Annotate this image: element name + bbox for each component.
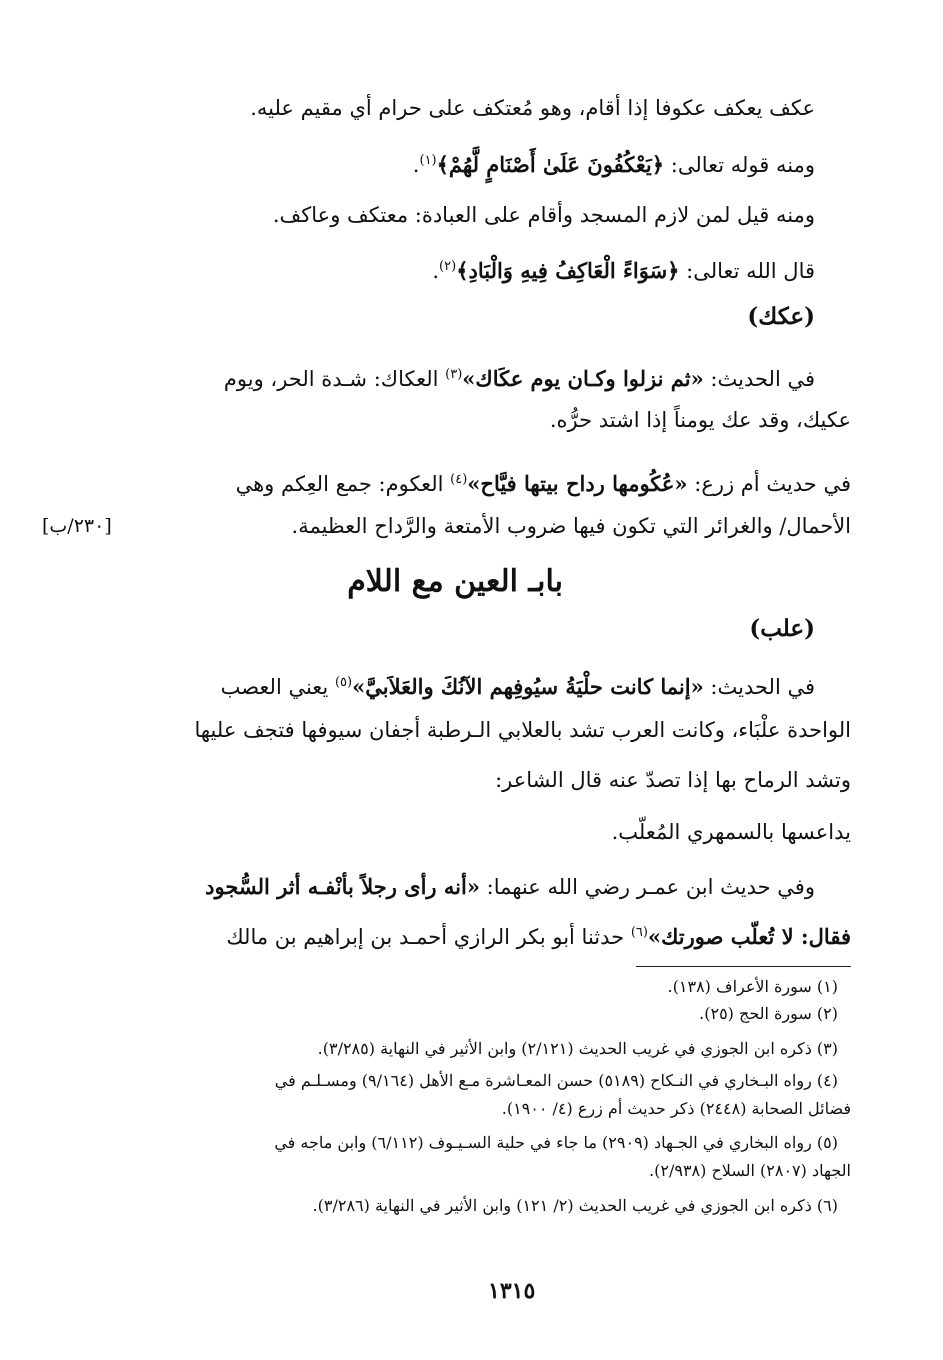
text-line: يداعسها بالسمهري المُعلّب. xyxy=(611,820,851,844)
manuscript-folio-marker: [٢٣٠/ب] xyxy=(42,515,112,537)
text-line: عكف يعكف عكوفا إذا أقام، وهو مُعتكف على حرام أي مقيم عليه. xyxy=(250,96,815,120)
text-run: يعني العصب xyxy=(220,675,335,699)
text-line: الأحمال/ والغرائر التي تكون فيها ضروب الأمتعة والرَّداح العظيمة. xyxy=(291,514,851,538)
footnote: (٢) سورة الحج (٢٥). xyxy=(699,1004,838,1023)
text-line: عكيك، وقد عك يومناً إذا اشتد حرُّه. xyxy=(549,408,851,432)
text-run: العكوم: جمع العِكم وهي xyxy=(235,472,451,496)
footnote-ref: (٢) xyxy=(439,259,457,274)
entry-heading: (علب) xyxy=(749,615,815,642)
hadith-quote: «أنه رأى رجلاً بأنْفـه أثر السُّجود xyxy=(205,874,480,899)
hadith-quote: «إنما كانت حلْيَةُ سيُوفِهم الآنُكَ والعَلاَبيَّ» xyxy=(352,674,704,699)
footnote-ref: (٦) xyxy=(630,925,648,940)
footnote: (٣) ذكره ابن الجوزي في غريب الحديث (٢/١٢١) وابن الأثير في النهاية (٣/٢٨٥). xyxy=(317,1039,838,1058)
text-line xyxy=(221,668,815,702)
footnote: (٥) رواه البخاري في الجـهاد (٢٩٠٩) ما جاء في حلية السـيـوف (٦/١١٢) وابن ماجه في xyxy=(274,1133,838,1152)
text-line: ومنه قيل لمن لازم المسجد وأقام على العبادة: معتكف وعاكف. xyxy=(272,203,815,227)
text-run: ومنه قوله تعالى: xyxy=(664,153,815,177)
footnote-ref: (٣) xyxy=(445,367,463,382)
quran-quote: ﴿سَوَاءً الْعَاكِفُ فِيهِ وَالْبَادِ﴾ xyxy=(456,258,680,283)
text-run: العكاك: شـدة الحر، ويوم xyxy=(223,367,446,391)
text-run: وفي حديث ابن عمـر رضي الله عنهما: xyxy=(479,875,815,899)
text-line xyxy=(226,918,851,952)
chapter-title: بابـ العين مع اللام xyxy=(347,564,563,599)
footnote-ref: (١) xyxy=(419,153,437,168)
text-run: . xyxy=(412,153,420,177)
footnote: (٦) ذكره ابن الجوزي في غريب الحديث (٢/ ١٢١) وابن الأثير في النهاية (٣/٢٨٦). xyxy=(312,1196,838,1215)
text-line xyxy=(205,872,815,902)
text-run: في حديث أم زرع: xyxy=(687,472,851,496)
text-run: في الحديث: xyxy=(703,367,815,391)
text-line: وتشد الرماح بها إذا تصدّ عنه قال الشاعر: xyxy=(495,768,851,792)
footnote-separator xyxy=(636,966,851,967)
text-line xyxy=(224,360,815,394)
hadith-quote: فقال: لا تُعلّب صورتك» xyxy=(647,924,851,949)
footnote-ref: (٤) xyxy=(450,472,468,487)
footnote: (٤) رواه البـخاري في النـكاح (٥١٨٩) حسن المعـاشرة مـع الأهل (٩/١٦٤) ومسـلـم في xyxy=(274,1071,838,1090)
text-line xyxy=(432,252,815,286)
footnote-ref: (٥) xyxy=(334,675,353,690)
text-run: في الحديث: xyxy=(703,675,815,699)
footnote: فضائل الصحابة (٢٤٤٨) ذكر حديث أم زرع (٤/ ١٩٠٠). xyxy=(501,1099,851,1118)
hadith-quote: «عُكُومها رداح بيتها فيَّاح» xyxy=(467,471,688,496)
text-run: حدثنا أبو بكر الرازي أحمـد بن إبراهيم بن مالك xyxy=(226,925,631,949)
hadith-quote: «ثم نزلوا وكـان يوم عكَاك» xyxy=(462,366,704,391)
quran-quote: ﴿يَعْكُفُونَ عَلَىٰ أَصْنَامٍ لَّهُمْ﴾ xyxy=(436,152,665,177)
page-number: ١٣١٥ xyxy=(488,1278,536,1304)
footnote: (١) سورة الأعراف (١٣٨). xyxy=(667,977,838,996)
text-line: الواحدة علْبَاء، وكانت العرب تشد بالعلابي الـرطبة أجفان سيوفها فتجف عليها xyxy=(194,718,851,742)
text-run: . xyxy=(432,259,440,283)
text-line xyxy=(236,465,851,499)
footnote: الجهاد (٢٨٠٧) السلاح (٢/٩٣٨). xyxy=(649,1161,851,1180)
text-run: قال الله تعالى: xyxy=(679,259,815,283)
entry-heading: (عكك) xyxy=(747,303,815,330)
text-line xyxy=(413,146,815,180)
